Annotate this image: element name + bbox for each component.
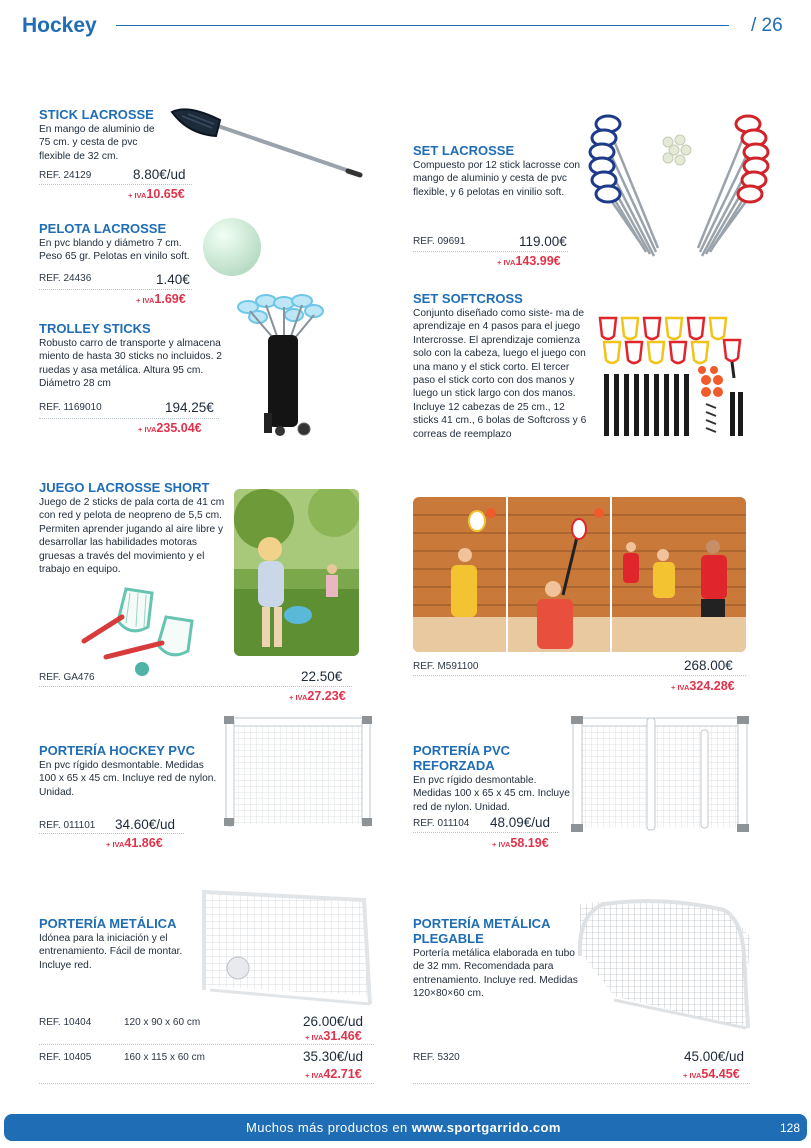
product-size-2: 160 x 115 x 60 cm bbox=[124, 1052, 205, 1063]
lacrosse-short-sticks-image bbox=[78, 583, 202, 680]
product-title: STICK LACROSSE bbox=[39, 107, 154, 122]
product-price: 194.25€ bbox=[165, 400, 214, 415]
dotted-divider bbox=[39, 184, 192, 185]
product-stick-lacrosse bbox=[39, 107, 164, 163]
iva-value: 31.46€ bbox=[323, 1029, 362, 1043]
website-link[interactable]: www.sportgarrido.com bbox=[411, 1120, 561, 1135]
product-porteria-pvc-reforzada bbox=[413, 743, 573, 814]
section-title: Hockey bbox=[22, 14, 97, 37]
product-description: Compuesto por 12 stick lacrosse con mango de aluminio y cesta de pvc flexible, y 6 pelotas en vinilio soft. bbox=[413, 160, 581, 198]
iva-value: 324.28€ bbox=[689, 679, 735, 693]
product-price-1: 26.00€/ud bbox=[303, 1014, 364, 1029]
product-trolley-sticks bbox=[39, 321, 239, 391]
iva-tag: + IVA bbox=[305, 1071, 324, 1080]
iva-tag: + IVA bbox=[106, 840, 125, 849]
product-title: PORTERÍA HOCKEY PVC bbox=[39, 743, 196, 758]
dotted-divider bbox=[39, 1083, 374, 1084]
page-number: 128 bbox=[780, 1121, 801, 1135]
porteria-metalica-image bbox=[198, 886, 378, 1014]
porteria-pvc-image bbox=[220, 714, 375, 830]
pelota-image bbox=[201, 216, 265, 278]
product-iva-price bbox=[683, 1067, 740, 1081]
iva-value: 235.04€ bbox=[156, 421, 202, 435]
product-ref-2: REF. 10405 bbox=[39, 1052, 92, 1063]
product-iva-price bbox=[289, 689, 346, 703]
product-pelota-lacrosse bbox=[39, 221, 204, 264]
iva-value: 1.69€ bbox=[154, 292, 186, 306]
product-set-softcross bbox=[413, 291, 588, 441]
iva-tag: + IVA bbox=[492, 840, 511, 849]
product-price-2: 35.30€/ud bbox=[303, 1049, 364, 1064]
product-iva-price bbox=[492, 836, 549, 850]
footer-text bbox=[246, 1120, 561, 1135]
iva-value: 42.71€ bbox=[323, 1067, 362, 1081]
dotted-divider bbox=[39, 686, 352, 687]
product-price: 1.40€ bbox=[156, 272, 190, 287]
iva-tag: + IVA bbox=[289, 693, 308, 702]
product-iva-price bbox=[138, 421, 202, 435]
product-description: Juego de 2 sticks de pala corta de 41 cm con red y pelota de neopreno de 5,5 cm. Permiten aprender jugando al aire libre y desarrollar las habilidades motoras gruesas a través del movimiento y el trabajo en equipo. bbox=[39, 497, 225, 576]
page-header bbox=[0, 0, 811, 54]
product-price: 22.50€ bbox=[301, 669, 343, 684]
iva-value: 54.45€ bbox=[701, 1067, 740, 1081]
product-size-1: 120 x 90 x 60 cm bbox=[124, 1017, 201, 1028]
set-softcross-image bbox=[594, 312, 749, 442]
product-iva-price bbox=[136, 292, 186, 306]
header-divider bbox=[116, 25, 729, 26]
product-ref: REF. 011104 bbox=[413, 818, 470, 829]
product-title: PORTERÍA METÁLICA PLEGABLE bbox=[413, 916, 550, 946]
iva-value: 41.86€ bbox=[124, 836, 163, 850]
product-iva-price bbox=[497, 254, 561, 268]
product-iva-price bbox=[106, 836, 163, 850]
product-description: Robusto carro de transporte y almacena miento de hasta 30 sticks no incluidos. 2 ruedas y asa metálica. Altura 95 cm. Diámetro 28 cm bbox=[39, 338, 222, 390]
product-porteria-metalica bbox=[39, 916, 204, 972]
product-price: 34.60€/ud bbox=[115, 817, 176, 832]
product-title: PORTERÍA METÁLICA bbox=[39, 916, 177, 931]
product-price: 45.00€/ud bbox=[684, 1049, 745, 1064]
iva-tag: + IVA bbox=[136, 296, 155, 305]
product-ref: REF. M591100 bbox=[413, 661, 479, 672]
product-iva-price bbox=[128, 187, 185, 201]
iva-value: 58.19€ bbox=[510, 836, 549, 850]
iva-tag: + IVA bbox=[497, 258, 516, 267]
product-title: PORTERÍA PVC REFORZADA bbox=[413, 743, 511, 773]
product-ref: REF. 09691 bbox=[413, 236, 466, 247]
iva-tag: + IVA bbox=[683, 1071, 702, 1080]
porteria-plegable-image bbox=[574, 896, 756, 1032]
product-porteria-metalica-plegable bbox=[413, 916, 578, 1001]
product-ref: REF. 24129 bbox=[39, 170, 92, 181]
product-price: 48.09€/ud bbox=[490, 815, 551, 830]
product-price: 8.80€/ud bbox=[133, 167, 186, 182]
product-title: PELOTA LACROSSE bbox=[39, 221, 167, 236]
stick-lacrosse-image bbox=[168, 104, 363, 182]
iva-tag: + IVA bbox=[128, 191, 147, 200]
product-price: 119.00€ bbox=[519, 234, 567, 249]
product-set-lacrosse bbox=[413, 143, 581, 199]
product-iva-price bbox=[671, 679, 735, 693]
dotted-divider bbox=[39, 1044, 374, 1045]
product-title: SET LACROSSE bbox=[413, 143, 515, 158]
dotted-divider bbox=[413, 832, 558, 833]
trolley-image bbox=[236, 293, 326, 443]
footer-label: Muchos más productos en bbox=[246, 1120, 412, 1135]
iva-value: 27.23€ bbox=[307, 689, 346, 703]
dotted-divider bbox=[39, 418, 219, 419]
product-description: En mango de aluminio de 75 cm. y cesta de pvc flexible de 32 cm. bbox=[39, 124, 155, 162]
product-porteria-hockey-pvc bbox=[39, 743, 219, 799]
product-title: JUEGO LACROSSE SHORT bbox=[39, 480, 210, 495]
product-description: Portería metálica elaborada en tubo de 32 mm. Recomendada para entrenamiento. Incluye red. Medidas 120×80×60 cm. bbox=[413, 948, 578, 1000]
product-iva-price-1 bbox=[305, 1029, 362, 1043]
product-ref: REF. GA476 bbox=[39, 672, 95, 683]
product-ref-1: REF. 10404 bbox=[39, 1017, 92, 1028]
kids-playing-photo bbox=[234, 489, 359, 656]
product-title: SET SOFTCROSS bbox=[413, 291, 523, 306]
product-description: En pvc rígido desmontable. Medidas 100 x 65 x 45 cm. Incluye red de nylon. Unidad. bbox=[39, 760, 217, 798]
dotted-divider bbox=[413, 675, 746, 676]
porteria-reforzada-image bbox=[567, 714, 752, 836]
product-description: Conjunto diseñado como siste- ma de aprendizaje en 4 pasos para el juego Intercrosse. El aprendizaje comienza solo con la cabeza, luego el juego con una mano y el stick corto. El tercer paso el stick corto con dos manos y luego un stick largo con dos manos. Incluye 12 cabezas de 25 cm., 12 sticks 41 cm., 6 bolas de Softcross y 6 correas de reemplazo bbox=[413, 308, 587, 440]
iva-tag: + IVA bbox=[671, 683, 690, 692]
softcross-action-photo bbox=[413, 497, 746, 652]
iva-value: 10.65€ bbox=[146, 187, 185, 201]
product-ref: REF. 24436 bbox=[39, 273, 92, 284]
set-lacrosse-image bbox=[588, 108, 773, 258]
dotted-divider bbox=[39, 289, 192, 290]
dotted-divider bbox=[413, 1083, 750, 1084]
product-ref: REF. 1169010 bbox=[39, 402, 102, 413]
iva-value: 143.99€ bbox=[515, 254, 561, 268]
section-number: / 26 bbox=[751, 15, 783, 36]
iva-tag: + IVA bbox=[305, 1033, 324, 1042]
dotted-divider bbox=[413, 251, 568, 252]
product-ref: REF. 011101 bbox=[39, 820, 96, 831]
iva-tag: + IVA bbox=[138, 425, 157, 434]
product-iva-price-2 bbox=[305, 1067, 362, 1081]
page-footer bbox=[4, 1114, 807, 1141]
dotted-divider bbox=[39, 833, 184, 834]
product-juego-lacrosse-short bbox=[39, 480, 229, 576]
product-description: En pvc blando y diámetro 7 cm. Peso 65 gr. Pelotas en vinilo soft. bbox=[39, 238, 190, 263]
product-title: TROLLEY STICKS bbox=[39, 321, 151, 336]
product-price: 268.00€ bbox=[684, 658, 733, 673]
product-description: Idónea para la iniciación y el entrenamiento. Fácil de montar. Incluye red. bbox=[39, 933, 183, 971]
product-ref: REF. 5320 bbox=[413, 1052, 460, 1063]
product-description: En pvc rígido desmontable. Medidas 100 x 65 x 45 cm. Incluye red de nylon. Unidad. bbox=[413, 775, 570, 813]
